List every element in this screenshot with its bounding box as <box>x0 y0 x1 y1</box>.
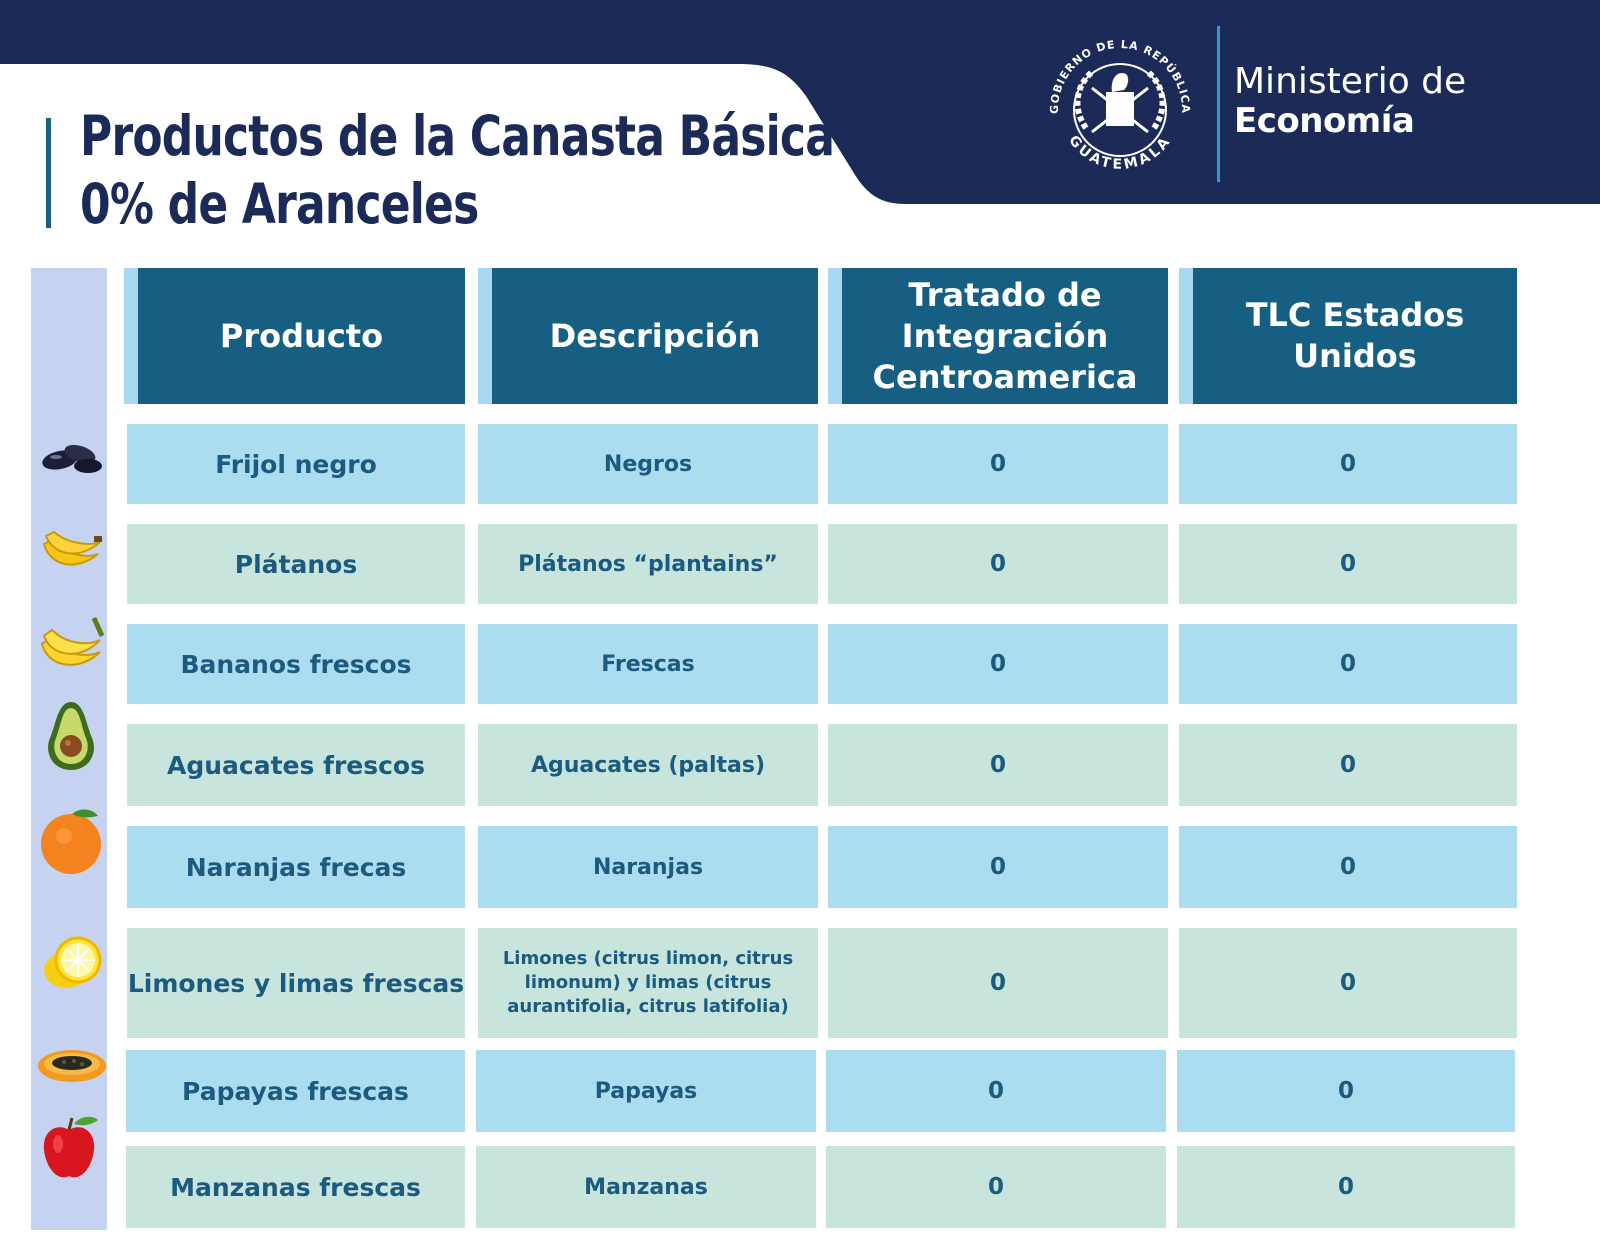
cell-tlc: 0 <box>1179 624 1517 704</box>
cell-tratado: 0 <box>828 524 1168 604</box>
cell-tratado: 0 <box>828 928 1168 1038</box>
cell-descripcion: Frescas <box>478 624 818 704</box>
cell-descripcion: Limones (citrus limon, citrus limonum) y limas (citrus aurantifolia, citrus latifolia) <box>478 928 818 1038</box>
cell-tratado: 0 <box>828 624 1168 704</box>
header-tlc-estados-unidos: TLC Estados Unidos <box>1179 268 1517 404</box>
guatemala-seal-icon <box>1040 28 1200 188</box>
cell-producto: Aguacates frescos <box>127 724 465 806</box>
seal-text-top: GOBIERNO DE LA REPÚBLICA <box>1047 37 1193 114</box>
cell-descripcion: Naranjas <box>478 826 818 908</box>
page-title-line1: Productos de la Canasta Básica <box>80 104 835 168</box>
cell-descripcion: Manzanas <box>476 1146 816 1228</box>
cell-tlc: 0 <box>1179 928 1517 1038</box>
cell-tlc: 0 <box>1177 1146 1515 1228</box>
plantains-icon <box>36 514 106 586</box>
header-tratado-integracion: Tratado de Integración Centroamerica <box>828 268 1168 404</box>
ministry-line1: Ministerio de <box>1234 61 1467 102</box>
logo-divider <box>1217 26 1220 182</box>
papaya-icon <box>36 1026 106 1098</box>
cell-tratado: 0 <box>826 1050 1166 1132</box>
cell-producto: Naranjas frecas <box>127 826 465 908</box>
cell-descripcion: Papayas <box>476 1050 816 1132</box>
header-descripcion: Descripción <box>478 268 818 404</box>
cell-producto: Manzanas frescas <box>126 1146 465 1228</box>
title-accent-bar <box>46 118 51 228</box>
cell-producto: Plátanos <box>127 524 465 604</box>
avocado-icon <box>36 700 106 772</box>
ministry-logo-text <box>1234 62 1466 140</box>
cell-tlc: 0 <box>1179 724 1517 806</box>
bananas-icon <box>36 608 106 680</box>
cell-descripcion: Plátanos “plantains” <box>478 524 818 604</box>
svg-text:GUATEMALA <box>1065 133 1175 173</box>
cell-producto: Frijol negro <box>127 424 465 504</box>
cell-producto: Bananos frescos <box>127 624 465 704</box>
seal-text-bottom: GUATEMALA <box>1065 132 1175 173</box>
cell-tratado: 0 <box>826 1146 1166 1228</box>
cell-tratado: 0 <box>828 424 1168 504</box>
apple-icon <box>36 1112 106 1184</box>
cell-tlc: 0 <box>1177 1050 1515 1132</box>
black-beans-icon <box>36 420 106 492</box>
cell-descripcion: Negros <box>478 424 818 504</box>
cell-tratado: 0 <box>828 826 1168 908</box>
orange-icon <box>36 804 106 876</box>
lemon-icon <box>36 926 106 998</box>
cell-tlc: 0 <box>1179 826 1517 908</box>
cell-producto: Papayas frescas <box>126 1050 465 1132</box>
page-title-line2: 0% de Aranceles <box>80 172 479 236</box>
cell-tlc: 0 <box>1179 424 1517 504</box>
cell-tratado: 0 <box>828 724 1168 806</box>
header-producto: Producto <box>124 268 465 404</box>
cell-tlc: 0 <box>1179 524 1517 604</box>
page-title <box>80 102 834 238</box>
ministry-line2: Economía <box>1234 101 1415 141</box>
cell-producto: Limones y limas frescas <box>127 928 465 1038</box>
cell-descripcion: Aguacates (paltas) <box>478 724 818 806</box>
